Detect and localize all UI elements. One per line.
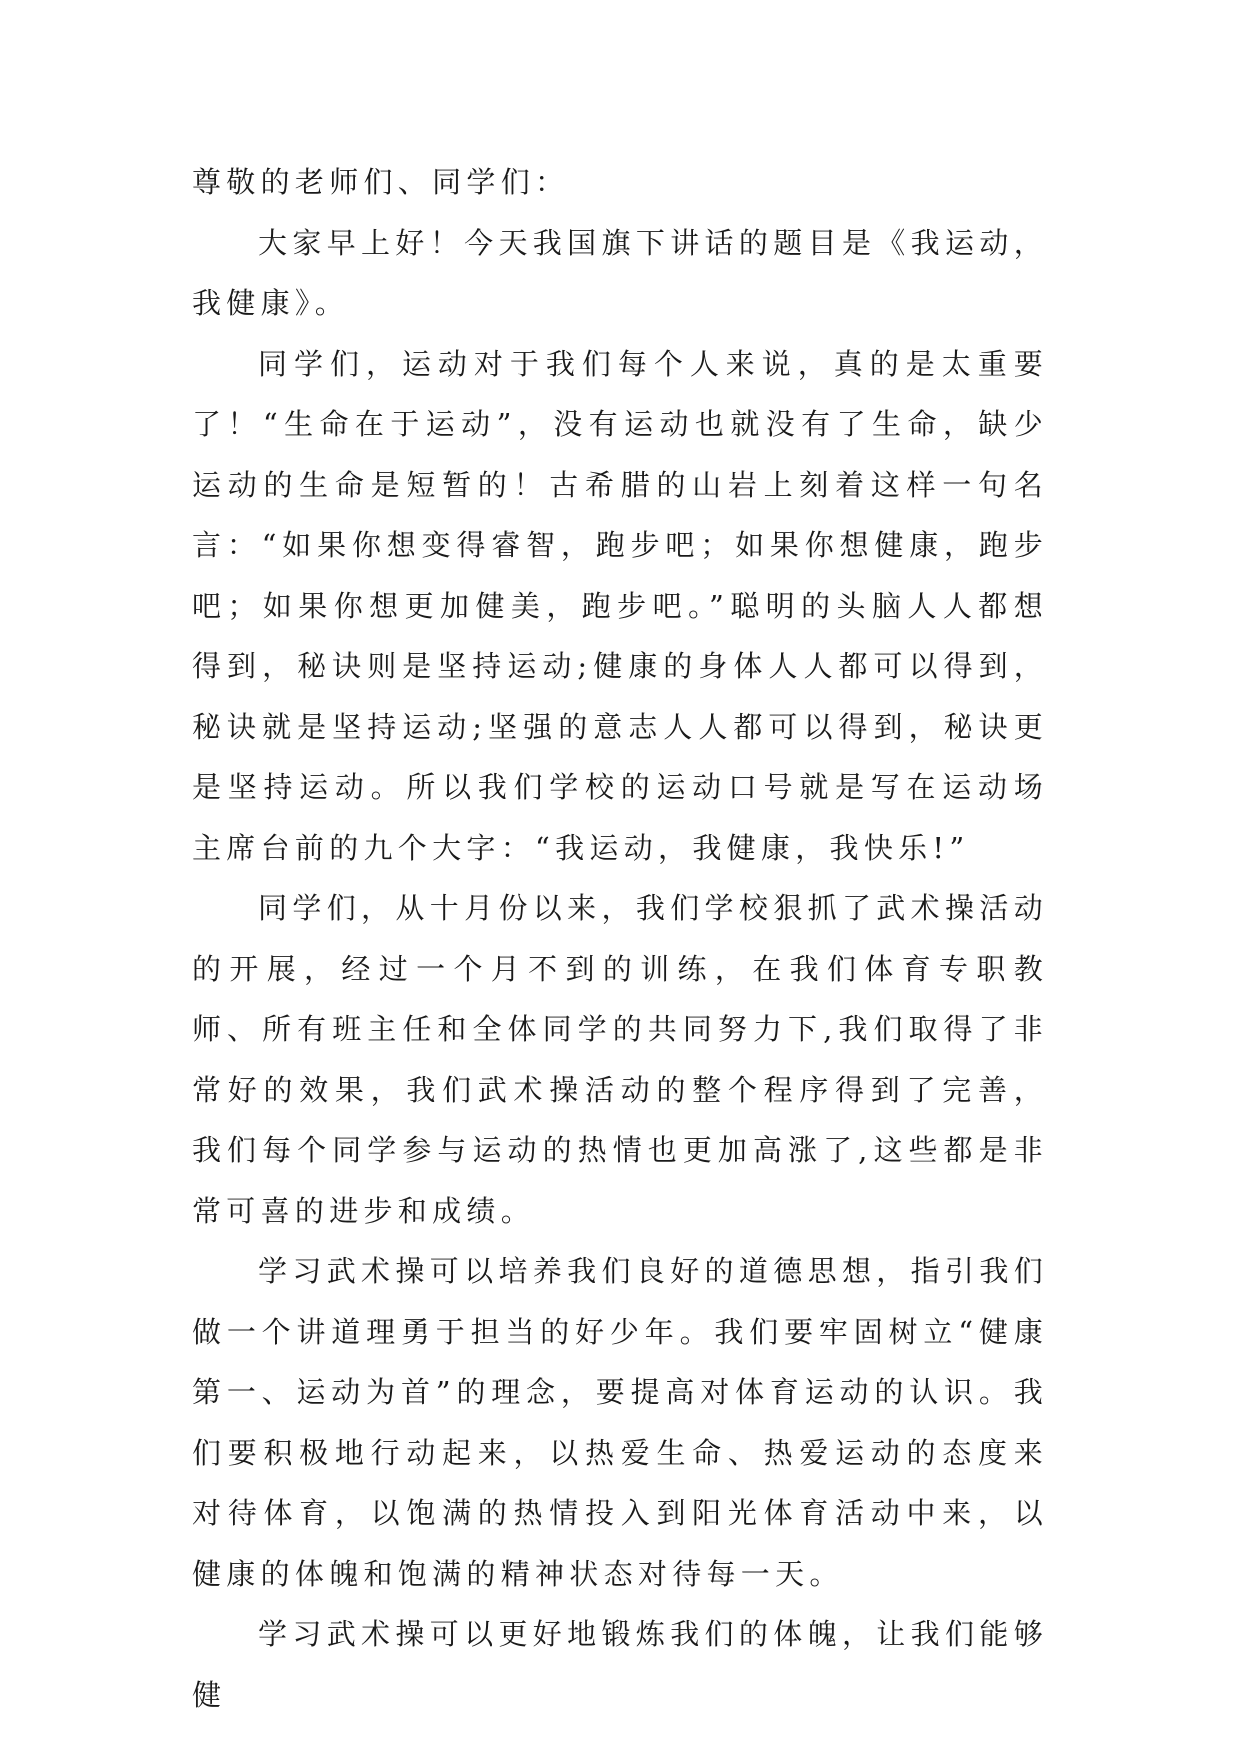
paragraph-greeting: 大家早上好！今天我国旗下讲话的题目是《我运动，我健康》。 [192, 225, 1048, 320]
paragraph-progress: 同学们，从十月份以来，我们学校狠抓了武术操活动的开展，经过一个月不到的训练，在我们体育专职教师、所有班主任和全体同学的共同努力下,我们取得了非常好的效果，我们武术操活动的整个程序得到了完善，我们每个同学参与运动的热情也更加高涨了,这些都是非常可喜的进步和成绩。 [192, 891, 1048, 1228]
speech-body [192, 152, 1048, 1725]
paragraph-physique: 学习武术操可以更好地锻炼我们的体魄，让我们能够健 [192, 1617, 1048, 1712]
salutation: 尊敬的老师们、同学们： [192, 165, 570, 199]
paragraph-morality: 学习武术操可以培养我们良好的道德思想，指引我们做一个讲道理勇于担当的好少年。我们要牢固树立“健康第一、运动为首”的理念，要提高对体育运动的认识。我们要积极地行动起来，以热爱生命、热爱运动的态度来对待体育，以饱满的热情投入到阳光体育活动中来，以健康的体魄和饱满的精神状态对待每一天。 [192, 1254, 1048, 1591]
paragraph-importance: 同学们，运动对于我们每个人来说，真的是太重要了！“生命在于运动”，没有运动也就没有了生命，缺少运动的生命是短暂的！古希腊的山岩上刻着这样一句名言：“如果你想变得睿智，跑步吧；如果你想健康，跑步吧；如果你想更加健美，跑步吧。”聪明的头脑人人都想得到，秘诀则是坚持运动;健康的身体人人都可以得到，秘诀就是坚持运动;坚强的意志人人都可以得到，秘诀更是坚持运动。所以我们学校的运动口号就是写在运动场主席台前的九个大字：“我运动，我健康，我快乐!” [192, 346, 1048, 865]
